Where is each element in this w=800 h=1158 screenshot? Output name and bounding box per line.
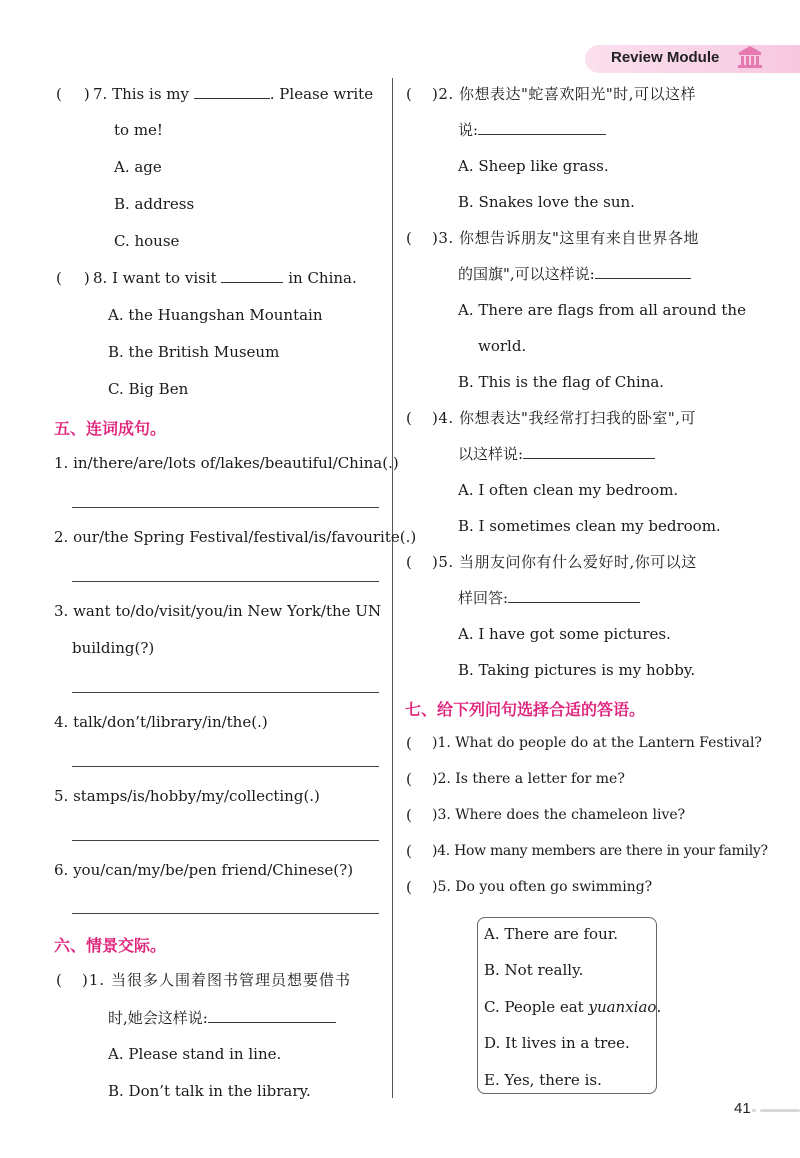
answer-paren[interactable]: ( ) bbox=[56, 85, 90, 103]
sentence-item-3-cont: building(?) bbox=[72, 639, 155, 657]
blank-line[interactable] bbox=[221, 268, 283, 283]
answer-line[interactable] bbox=[72, 840, 379, 841]
building-icon bbox=[736, 44, 764, 70]
answer-paren[interactable]: ( bbox=[406, 806, 412, 824]
blank-line[interactable] bbox=[595, 264, 691, 279]
answer-paren[interactable]: ( ) bbox=[56, 269, 90, 287]
option-b: B. Taking pictures is my hobby. bbox=[458, 661, 696, 679]
answer-paren[interactable]: ( bbox=[56, 971, 62, 989]
footer-rule bbox=[760, 1109, 800, 1112]
blank-line[interactable] bbox=[208, 1008, 336, 1023]
match-question-3: )3. Where does the chameleon live? bbox=[432, 807, 686, 823]
answer-line[interactable] bbox=[72, 581, 379, 582]
question-1-cont: 时,她会这样说: bbox=[108, 1008, 336, 1028]
sentence-item-4: 4. talk/don’t/library/in/the(.) bbox=[54, 713, 268, 731]
option-a: A. I often clean my bedroom. bbox=[458, 481, 679, 499]
section-6-title: 六、情景交际。 bbox=[54, 936, 167, 955]
question-7: 7. This is my . Please write bbox=[93, 85, 374, 103]
question-7-cont: to me! bbox=[114, 121, 163, 139]
question-1: )1. 当很多人围着图书管理员想要借书 bbox=[82, 971, 351, 989]
answer-option-a: A. There are four. bbox=[484, 925, 619, 943]
question-8: 8. I want to visit in China. bbox=[93, 269, 357, 287]
question-5-cont: 样回答: bbox=[458, 588, 640, 608]
match-question-5: )5. Do you often go swimming? bbox=[432, 879, 653, 895]
blank-line[interactable] bbox=[523, 444, 655, 459]
option-a: A. age bbox=[114, 158, 162, 176]
section-5-title: 五、连词成句。 bbox=[54, 419, 167, 438]
option-c: C. house bbox=[114, 232, 180, 250]
question-4-cont: 以这样说: bbox=[458, 444, 655, 464]
question-3-cont: 的国旗",可以这样说: bbox=[458, 264, 691, 284]
option-c: C. Big Ben bbox=[108, 380, 189, 398]
page-number: 41 bbox=[734, 1100, 751, 1117]
sentence-item-6: 6. you/can/my/be/pen friend/Chinese(?) bbox=[54, 861, 354, 879]
answer-paren[interactable]: ( bbox=[406, 878, 412, 896]
option-b: B. the British Museum bbox=[108, 343, 280, 361]
answer-paren[interactable]: ( bbox=[406, 229, 412, 247]
section-7-title: 七、给下列问句选择合适的答语。 bbox=[405, 700, 646, 719]
sentence-item-3: 3. want to/do/visit/you/in New York/the UN bbox=[54, 602, 382, 620]
option-a: A. the Huangshan Mountain bbox=[108, 306, 323, 324]
answer-paren[interactable]: ( bbox=[406, 85, 412, 103]
question-5: )5. 当朋友问你有什么爱好时,你可以这 bbox=[432, 553, 697, 571]
blank-line[interactable] bbox=[508, 588, 640, 603]
module-title: Review Module bbox=[611, 49, 720, 66]
option-b: B. This is the flag of China. bbox=[458, 373, 665, 391]
option-b: B. Snakes love the sun. bbox=[458, 193, 635, 211]
answer-option-c: C. People eat yuanxiao. bbox=[484, 998, 662, 1016]
answer-line[interactable] bbox=[72, 766, 379, 767]
answer-paren[interactable]: ( bbox=[406, 553, 412, 571]
column-divider bbox=[392, 78, 393, 1098]
question-3: )3. 你想告诉朋友"这里有来自世界各地 bbox=[432, 229, 699, 247]
question-2: )2. 你想表达"蛇喜欢阳光"时,可以这样 bbox=[432, 85, 697, 103]
blank-line[interactable] bbox=[478, 120, 606, 135]
match-question-4: )4. How many members are there in your family? bbox=[432, 843, 768, 859]
answer-paren[interactable]: ( bbox=[406, 409, 412, 427]
match-question-2: )2. Is there a letter for me? bbox=[432, 771, 625, 787]
answer-line[interactable] bbox=[72, 692, 379, 693]
sentence-item-2: 2. our/the Spring Festival/festival/is/favourite(.) bbox=[54, 528, 417, 546]
answer-line[interactable] bbox=[72, 507, 379, 508]
question-2-cont: 说: bbox=[458, 120, 606, 140]
match-question-1: )1. What do people do at the Lantern Festival? bbox=[432, 735, 762, 751]
answer-line[interactable] bbox=[72, 913, 379, 914]
option-b: B. address bbox=[114, 195, 195, 213]
sentence-item-1: 1. in/there/are/lots of/lakes/beautiful/China(.) bbox=[54, 454, 399, 472]
answer-option-b: B. Not really. bbox=[484, 961, 584, 979]
answer-paren[interactable]: ( bbox=[406, 734, 412, 752]
answer-paren[interactable]: ( bbox=[406, 842, 412, 860]
blank-line[interactable] bbox=[194, 84, 270, 99]
option-a: A. Please stand in line. bbox=[108, 1045, 282, 1063]
answer-paren[interactable]: ( bbox=[406, 770, 412, 788]
question-4: )4. 你想表达"我经常打扫我的卧室",可 bbox=[432, 409, 697, 427]
answer-option-e: E. Yes, there is. bbox=[484, 1071, 602, 1089]
footer-dot bbox=[752, 1109, 756, 1112]
option-b: B. Don’t talk in the library. bbox=[108, 1082, 311, 1100]
answer-option-d: D. It lives in a tree. bbox=[484, 1034, 630, 1052]
option-a-cont: world. bbox=[478, 337, 527, 355]
option-a: A. There are flags from all around the bbox=[458, 301, 746, 319]
option-a: A. Sheep like grass. bbox=[458, 157, 609, 175]
option-b: B. I sometimes clean my bedroom. bbox=[458, 517, 721, 535]
sentence-item-5: 5. stamps/is/hobby/my/collecting(.) bbox=[54, 787, 320, 805]
option-a: A. I have got some pictures. bbox=[458, 625, 671, 643]
